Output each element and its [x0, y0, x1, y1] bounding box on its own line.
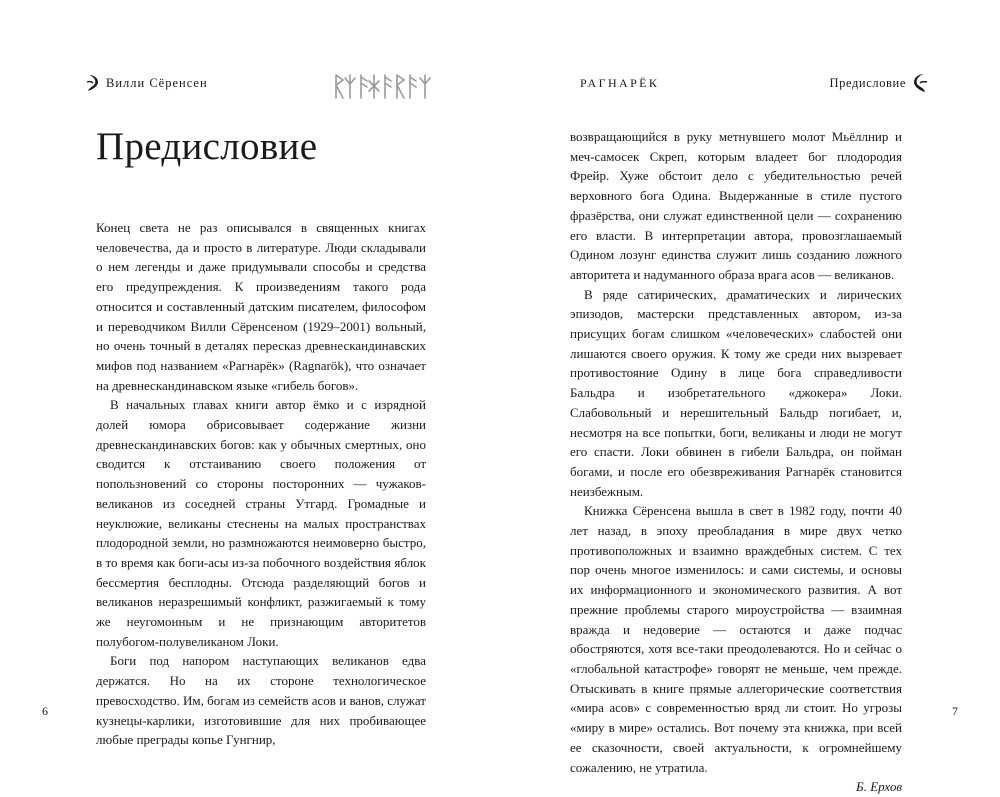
paragraph: Боги под напором наступающих великанов едва держатся. Но на их стороне технологическое превосходство. Им, богам из семейств асов и ванов, служат кузнецы-карлики, изготовившие для них пробивающее любые преграды копье Гунгнир,: [96, 653, 426, 748]
paragraph: В ряде сатирических, драматических и лирических эпизодов, мастерски представленных автором, из-за присущих богам слишком «человеческих» слабостей они лишаются своего оружия. К тому же среди них вызревает противостояние Одину в лице бога справедливости Бальдра и изобретательного «джокера» Локи. Слабовольный и нерешительный Бальдр погибает, и, несмотря на все попытки, боги, великаны и люди не могут его спасти. Локи обвинен в гибели Бальдра, он пойман богами, и после его обезвреживания Рагнарёк становится неизбежным.: [570, 286, 902, 499]
page-number: 7: [952, 704, 958, 718]
crescent-leaf-icon: [86, 74, 100, 92]
paragraph: Конец света не раз описывался в священных книгах человечества, да и просто в литературе. Люди складывали о нем легенды и даже придумывали способы и средства его предупреждения. К произведениям такого рода относится и составленный датским писателем, философом и переводчиком Вилли Сёренсеном (1929–2001) вольный, но очень точный в деталях пересказ древнескандинавских мифов под названием «Рагнарёк» (Ragnarök), что означает на древнескандинавском языке «гибель богов».: [96, 220, 426, 393]
chapter-title: Предисловие: [96, 125, 318, 168]
runic-inscription-icon: [332, 72, 432, 102]
paragraph: возвращающийся в руку метнувшего молот Мьёллнир и меч-самосек Скреп, которым владеет бог плодородия Фрейр. Хуже обстоит дело с убедительностью речей верховного бога Одина. Выдержанные в стиле пустого фразёрства, они служат единственной цели — сохранению его власти. В интерпретации автора, провозглашаемый Одином лозунг единства служит лишь созданию ложного авторитета и надуманного образа врага асов — великанов.: [570, 129, 902, 282]
left-text-column: [96, 218, 426, 750]
crescent-leaf-icon: [912, 73, 928, 93]
paragraph: Книжка Сёренсена вышла в свет в 1982 году, почти 40 лет назад, в эпоху преобладания в мире двух четко противоположных и взаимно враждебных систем. С тех пор очень многое изменилось: и сами системы, и основы их информационного и экономического развития. А вот прежние проблемы старого мироустройства — взаимная вражда и недоверие — остаются и даже подчас обостряются, хотя все-таки преодолеваются. Но и сейчас о «глобальной катастрофе» говорят не меньше, чем прежде. Отыскивать в книге прямые аллегорические соответствия «мира асов» с современностью вряд ли стоит. Но угрозы «миру в мире» остались. Вот почему эта книжка, при всей ее сказочности, своей актуальности, к огромнейшему сожалению, не утратила.: [570, 503, 902, 775]
page-number: 6: [42, 704, 48, 718]
right-page: [500, 0, 1000, 795]
section-running-header: [830, 72, 929, 94]
right-text-column: [570, 127, 902, 797]
author-name: Вилли Сёренсен: [106, 76, 208, 90]
paragraph: В начальных главах книги автор ёмко и с изрядной долей юмора обрисовывает содержание жизни древнескандинавских богов: как у обычных смертных, оно сводится к отстаиванию своего положения от попользновений со стороны посторонних — чужаков-великанов из соседней страны Утгард. Громадные и неуклюжие, великаны стеснены на малых пространствах плодородной земли, но размножаются неимоверно быстро, в то время как боги-асы из-за побочного воздействия яблок бессмертия бесплодны. Отсюда разделяющий богов и великанов неразрешимый конфликт, разжигаемый к тому же неугомонным и не признающим авторитетов полубогом-полувеликаном Локи.: [96, 397, 426, 649]
left-running-header: [86, 72, 208, 94]
signature: Б. Ерхов: [856, 779, 902, 795]
left-page: [0, 0, 500, 765]
section-name: Предисловие: [829, 76, 906, 90]
book-title-header: РАГНАРЁК: [580, 76, 660, 90]
